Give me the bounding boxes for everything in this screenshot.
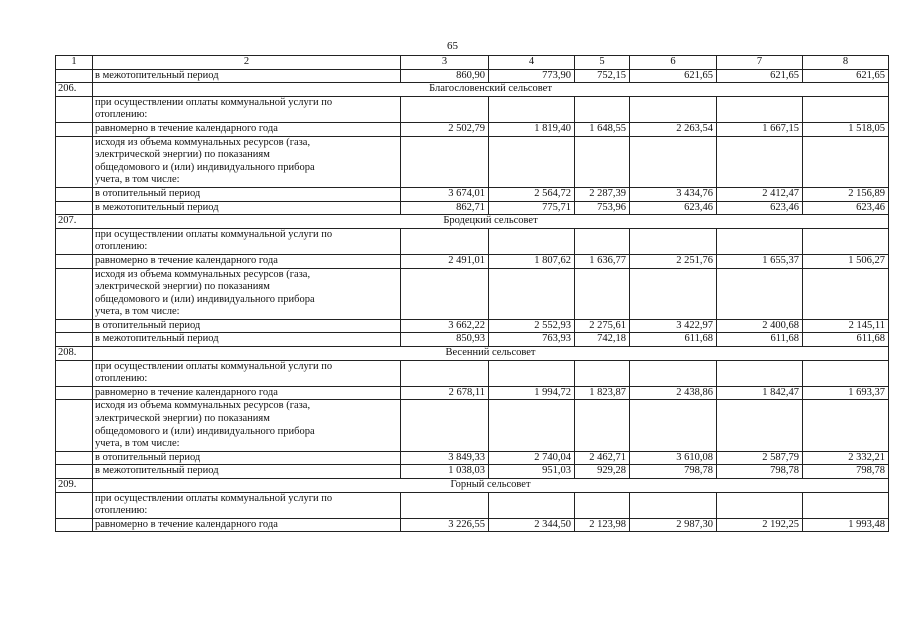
value-cell: 1 693,37 bbox=[803, 386, 889, 400]
column-header: 1 bbox=[56, 56, 93, 70]
value-cell: 798,78 bbox=[803, 465, 889, 479]
value-cell: 1 636,77 bbox=[575, 254, 630, 268]
row-label: в межотопительный период bbox=[93, 69, 401, 83]
row-label-line: общедомового и (или) индивидуального прибора bbox=[95, 425, 315, 437]
section-title: Благословенский сельсовет bbox=[93, 83, 889, 97]
row-label-line: отоплению: bbox=[95, 109, 148, 121]
value-cell bbox=[717, 136, 803, 187]
value-cell: 1 819,40 bbox=[489, 122, 575, 136]
row-label-line: отоплению: bbox=[95, 373, 148, 385]
value-cell: 3 610,08 bbox=[630, 451, 717, 465]
value-cell: 611,68 bbox=[717, 333, 803, 347]
value-cell bbox=[489, 228, 575, 254]
table-row bbox=[56, 69, 889, 83]
table-row bbox=[56, 319, 889, 333]
section-number: 206. bbox=[56, 83, 93, 97]
table-row bbox=[56, 201, 889, 215]
table-row bbox=[56, 400, 889, 451]
value-cell: 2 287,39 bbox=[575, 187, 630, 201]
value-cell bbox=[489, 360, 575, 386]
value-cell: 3 434,76 bbox=[630, 187, 717, 201]
value-cell: 3 849,33 bbox=[401, 451, 489, 465]
number-cell bbox=[56, 518, 93, 532]
number-cell bbox=[56, 451, 93, 465]
value-cell bbox=[575, 360, 630, 386]
row-label-line: электрической энергии) по показаниям bbox=[95, 149, 270, 161]
number-cell bbox=[56, 122, 93, 136]
value-cell bbox=[630, 400, 717, 451]
value-cell: 1 842,47 bbox=[717, 386, 803, 400]
value-cell bbox=[401, 360, 489, 386]
section-title: Бродецкий сельсовет bbox=[93, 215, 889, 229]
table-row bbox=[56, 122, 889, 136]
number-cell bbox=[56, 400, 93, 451]
value-cell: 2 564,72 bbox=[489, 187, 575, 201]
value-cell bbox=[717, 492, 803, 518]
value-cell bbox=[401, 136, 489, 187]
value-cell bbox=[803, 228, 889, 254]
section-row bbox=[56, 347, 889, 361]
row-label-line: электрической энергии) по показаниям bbox=[95, 281, 270, 293]
value-cell: 1 667,15 bbox=[717, 122, 803, 136]
section-number: 207. bbox=[56, 215, 93, 229]
value-cell: 2 156,89 bbox=[803, 187, 889, 201]
value-cell bbox=[401, 400, 489, 451]
value-cell: 2 275,61 bbox=[575, 319, 630, 333]
section-row bbox=[56, 215, 889, 229]
number-cell bbox=[56, 386, 93, 400]
value-cell: 850,93 bbox=[401, 333, 489, 347]
row-label-line: отоплению: bbox=[95, 505, 148, 517]
value-cell: 753,96 bbox=[575, 201, 630, 215]
value-cell: 2 987,30 bbox=[630, 518, 717, 532]
value-cell: 2 344,50 bbox=[489, 518, 575, 532]
value-cell: 2 251,76 bbox=[630, 254, 717, 268]
row-label-line: исходя из объема коммунальных ресурсов (газа, bbox=[95, 268, 311, 280]
value-cell: 773,90 bbox=[489, 69, 575, 83]
value-cell: 1 807,62 bbox=[489, 254, 575, 268]
table-row bbox=[56, 96, 889, 122]
table-row bbox=[56, 136, 889, 187]
row-label-line: при осуществлении оплаты коммунальной услуги по bbox=[95, 228, 333, 240]
value-cell bbox=[575, 228, 630, 254]
table-row bbox=[56, 268, 889, 319]
section-number: 208. bbox=[56, 347, 93, 361]
number-cell bbox=[56, 465, 93, 479]
row-label: в межотопительный период bbox=[93, 201, 401, 215]
row-label-line: учета, в том числе: bbox=[95, 174, 180, 186]
value-cell: 1 518,05 bbox=[803, 122, 889, 136]
row-label bbox=[93, 228, 401, 254]
column-header: 8 bbox=[803, 56, 889, 70]
table-row bbox=[56, 492, 889, 518]
value-cell bbox=[575, 400, 630, 451]
value-cell: 1 038,03 bbox=[401, 465, 489, 479]
value-cell bbox=[717, 268, 803, 319]
value-cell bbox=[717, 228, 803, 254]
value-cell bbox=[630, 268, 717, 319]
value-cell: 2 462,71 bbox=[575, 451, 630, 465]
row-label bbox=[93, 96, 401, 122]
row-label-line: общедомового и (или) индивидуального прибора bbox=[95, 161, 315, 173]
number-cell bbox=[56, 96, 93, 122]
value-cell: 2 192,25 bbox=[717, 518, 803, 532]
value-cell bbox=[401, 492, 489, 518]
section-number: 209. bbox=[56, 479, 93, 493]
table-row bbox=[56, 360, 889, 386]
value-cell: 2 123,98 bbox=[575, 518, 630, 532]
value-cell: 2 263,54 bbox=[630, 122, 717, 136]
value-cell bbox=[717, 96, 803, 122]
value-cell bbox=[401, 228, 489, 254]
value-cell: 621,65 bbox=[630, 69, 717, 83]
value-cell: 1 648,55 bbox=[575, 122, 630, 136]
row-label bbox=[93, 492, 401, 518]
column-header: 5 bbox=[575, 56, 630, 70]
value-cell bbox=[489, 400, 575, 451]
value-cell: 3 422,97 bbox=[630, 319, 717, 333]
value-cell: 860,90 bbox=[401, 69, 489, 83]
number-cell bbox=[56, 360, 93, 386]
number-cell bbox=[56, 136, 93, 187]
value-cell bbox=[401, 96, 489, 122]
table-row bbox=[56, 254, 889, 268]
table-row bbox=[56, 465, 889, 479]
value-cell: 623,46 bbox=[803, 201, 889, 215]
row-label: равномерно в течение календарного года bbox=[93, 386, 401, 400]
value-cell bbox=[575, 96, 630, 122]
value-cell: 2 400,68 bbox=[717, 319, 803, 333]
value-cell: 1 655,37 bbox=[717, 254, 803, 268]
number-cell bbox=[56, 492, 93, 518]
value-cell: 1 993,48 bbox=[803, 518, 889, 532]
table-row bbox=[56, 333, 889, 347]
row-label-line: общедомового и (или) индивидуального прибора bbox=[95, 293, 315, 305]
value-cell: 1 823,87 bbox=[575, 386, 630, 400]
number-cell bbox=[56, 228, 93, 254]
row-label-line: отоплению: bbox=[95, 241, 148, 253]
table-body bbox=[56, 56, 889, 532]
value-cell: 623,46 bbox=[630, 201, 717, 215]
value-cell bbox=[717, 400, 803, 451]
value-cell: 2 145,11 bbox=[803, 319, 889, 333]
row-label: в отопительный период bbox=[93, 187, 401, 201]
number-cell bbox=[56, 69, 93, 83]
page-number: 65 bbox=[447, 40, 458, 52]
value-cell: 2 412,47 bbox=[717, 187, 803, 201]
value-cell: 611,68 bbox=[630, 333, 717, 347]
value-cell: 2 438,86 bbox=[630, 386, 717, 400]
row-label bbox=[93, 360, 401, 386]
value-cell: 752,15 bbox=[575, 69, 630, 83]
value-cell bbox=[630, 96, 717, 122]
value-cell: 2 740,04 bbox=[489, 451, 575, 465]
table-row bbox=[56, 518, 889, 532]
value-cell: 621,65 bbox=[717, 69, 803, 83]
column-header: 3 bbox=[401, 56, 489, 70]
value-cell: 2 678,11 bbox=[401, 386, 489, 400]
value-cell: 763,93 bbox=[489, 333, 575, 347]
column-header: 2 bbox=[93, 56, 401, 70]
value-cell: 862,71 bbox=[401, 201, 489, 215]
value-cell: 2 552,93 bbox=[489, 319, 575, 333]
tariff-table bbox=[55, 55, 889, 532]
section-row bbox=[56, 479, 889, 493]
row-label-line: исходя из объема коммунальных ресурсов (газа, bbox=[95, 400, 311, 412]
value-cell: 621,65 bbox=[803, 69, 889, 83]
value-cell: 2 502,79 bbox=[401, 122, 489, 136]
value-cell bbox=[575, 136, 630, 187]
row-label-line: при осуществлении оплаты коммунальной услуги по bbox=[95, 360, 333, 372]
number-cell bbox=[56, 319, 93, 333]
row-label-line: при осуществлении оплаты коммунальной услуги по bbox=[95, 96, 333, 108]
value-cell: 3 662,22 bbox=[401, 319, 489, 333]
number-cell bbox=[56, 268, 93, 319]
value-cell: 798,78 bbox=[630, 465, 717, 479]
value-cell: 775,71 bbox=[489, 201, 575, 215]
section-row bbox=[56, 83, 889, 97]
value-cell: 3 226,55 bbox=[401, 518, 489, 532]
value-cell: 951,03 bbox=[489, 465, 575, 479]
value-cell bbox=[489, 268, 575, 319]
row-label: в межотопительный период bbox=[93, 333, 401, 347]
row-label bbox=[93, 268, 401, 319]
value-cell: 798,78 bbox=[717, 465, 803, 479]
value-cell bbox=[489, 96, 575, 122]
number-cell bbox=[56, 254, 93, 268]
section-title: Горный сельсовет bbox=[93, 479, 889, 493]
value-cell bbox=[803, 268, 889, 319]
row-label: равномерно в течение календарного года bbox=[93, 518, 401, 532]
table-row bbox=[56, 187, 889, 201]
value-cell bbox=[630, 136, 717, 187]
value-cell: 3 674,01 bbox=[401, 187, 489, 201]
value-cell: 2 332,21 bbox=[803, 451, 889, 465]
row-label: равномерно в течение календарного года bbox=[93, 122, 401, 136]
value-cell bbox=[630, 360, 717, 386]
value-cell: 623,46 bbox=[717, 201, 803, 215]
row-label: в отопительный период bbox=[93, 451, 401, 465]
row-label-line: учета, в том числе: bbox=[95, 438, 180, 450]
value-cell bbox=[630, 492, 717, 518]
value-cell bbox=[803, 400, 889, 451]
table-row bbox=[56, 386, 889, 400]
header-row bbox=[56, 56, 889, 70]
value-cell: 2 587,79 bbox=[717, 451, 803, 465]
value-cell bbox=[803, 96, 889, 122]
value-cell bbox=[575, 268, 630, 319]
value-cell bbox=[803, 360, 889, 386]
row-label-line: при осуществлении оплаты коммунальной услуги по bbox=[95, 492, 333, 504]
value-cell: 929,28 bbox=[575, 465, 630, 479]
row-label: равномерно в течение календарного года bbox=[93, 254, 401, 268]
value-cell: 611,68 bbox=[803, 333, 889, 347]
row-label bbox=[93, 136, 401, 187]
number-cell bbox=[56, 201, 93, 215]
value-cell bbox=[803, 492, 889, 518]
section-title: Весенний сельсовет bbox=[93, 347, 889, 361]
column-header: 7 bbox=[717, 56, 803, 70]
value-cell: 742,18 bbox=[575, 333, 630, 347]
row-label-line: учета, в том числе: bbox=[95, 306, 180, 318]
value-cell: 2 491,01 bbox=[401, 254, 489, 268]
table-row bbox=[56, 228, 889, 254]
column-header: 6 bbox=[630, 56, 717, 70]
column-header: 4 bbox=[489, 56, 575, 70]
value-cell bbox=[489, 136, 575, 187]
row-label: в межотопительный период bbox=[93, 465, 401, 479]
value-cell bbox=[401, 268, 489, 319]
value-cell: 1 994,72 bbox=[489, 386, 575, 400]
value-cell bbox=[803, 136, 889, 187]
row-label: в отопительный период bbox=[93, 319, 401, 333]
value-cell bbox=[489, 492, 575, 518]
number-cell bbox=[56, 187, 93, 201]
value-cell bbox=[717, 360, 803, 386]
table-row bbox=[56, 451, 889, 465]
value-cell bbox=[630, 228, 717, 254]
row-label bbox=[93, 400, 401, 451]
row-label-line: исходя из объема коммунальных ресурсов (газа, bbox=[95, 136, 311, 148]
value-cell bbox=[575, 492, 630, 518]
value-cell: 1 506,27 bbox=[803, 254, 889, 268]
row-label-line: электрической энергии) по показаниям bbox=[95, 413, 270, 425]
number-cell bbox=[56, 333, 93, 347]
